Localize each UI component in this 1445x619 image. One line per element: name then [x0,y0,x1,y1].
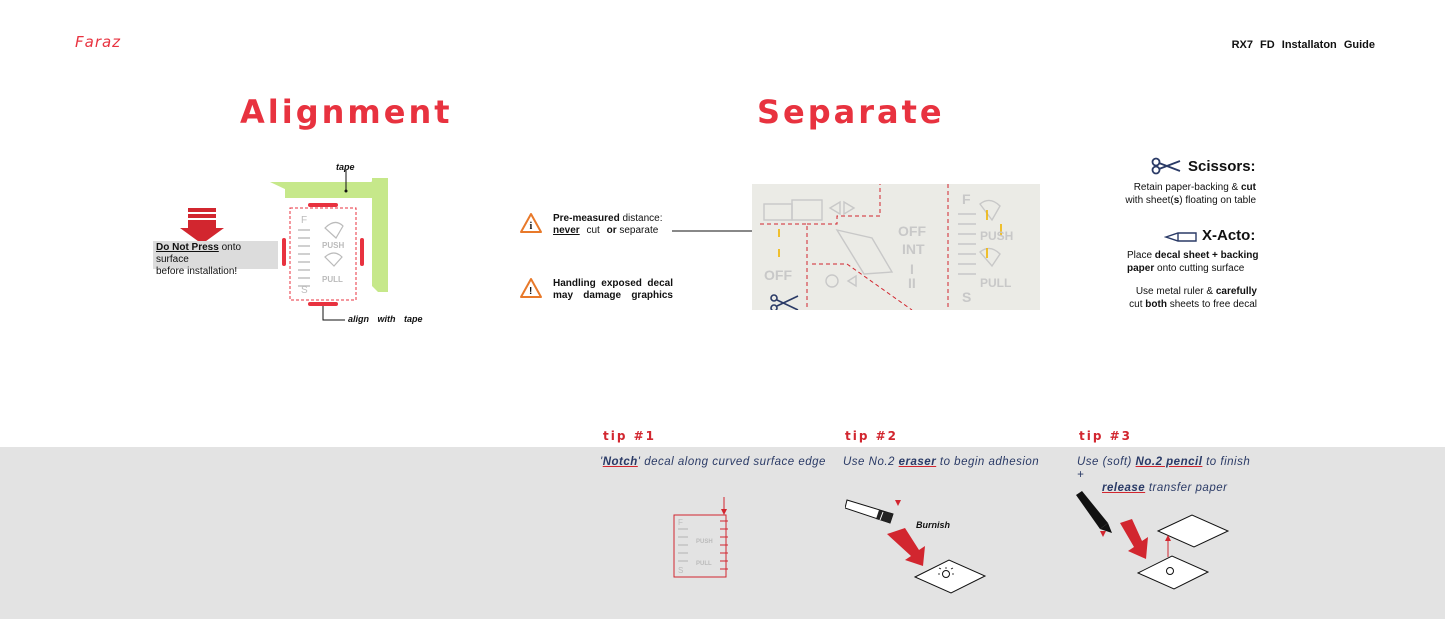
eraser-icon [845,500,893,523]
xacto-text-1 [1127,249,1267,275]
decal-f-label: F [301,215,308,226]
warning-icon [519,277,543,299]
tip1-title: tip #1 [603,429,657,443]
scissors-line1: Retain paper-backing & [1133,182,1241,193]
xacto-both: both [1145,299,1167,310]
tip1-decal-diagram [668,495,738,580]
decal-int: INT [902,241,925,257]
scissors-text [1100,181,1256,207]
tip2-post: to begin adhesion [936,456,1040,468]
scissors-line2c: ) floating on table [1179,195,1256,206]
scissors-heading: Scissors: [1188,158,1256,175]
tape-label: tape [336,162,355,172]
xacto-text-2 [1100,285,1257,311]
svg-text:S: S [678,566,684,575]
tip1-highlight: Notch [602,456,638,468]
tip3-post: to finish + [1077,456,1251,481]
xacto-heading: X-Acto: [1202,227,1256,244]
decal-off-right: OFF [898,223,926,239]
note1-separate: separate [616,225,659,236]
tip3-release: release [1102,482,1146,494]
document-title: RX7 FD Installaton Guide [1231,39,1375,51]
xacto-place: Place [1127,250,1155,261]
note-pre-measured [553,213,663,237]
scissors-icon [771,295,798,310]
xacto-sheets: sheets to free decal [1166,299,1257,310]
tip3-diagram [1070,485,1240,600]
note1-or: or [606,225,617,236]
brand-logo: Faraz [75,33,122,51]
xacto-decal-sheet: decal sheet + backing [1154,250,1259,261]
svg-text:PULL: PULL [696,561,712,567]
note1-never: never [553,225,580,236]
svg-text:S: S [301,285,308,296]
warning-line2: before installation! [156,266,238,277]
svg-text:PUSH: PUSH [322,241,345,250]
note1-rest: distance: [619,213,663,224]
decal-sheet [752,184,1040,310]
tip2-title: tip #2 [845,429,899,443]
pencil-icon [1076,491,1112,533]
note2-line1: Handling exposed decal [553,278,673,289]
decal-f: F [962,191,971,207]
red-arrow-icon [887,528,925,566]
scissors-cut: cut [1241,182,1256,193]
xacto-cut: cut [1129,299,1146,310]
svg-text:F: F [678,518,683,527]
svg-text:PULL: PULL [322,275,343,284]
tip1-pre: ' [600,456,603,468]
scissors-icon [1150,157,1182,175]
burnish-label: Burnish [916,520,951,530]
note1-bold: Pre-measured [553,213,620,224]
tip1-text [600,456,826,468]
note1-cut: cut [579,225,607,236]
down-arrow-icon [180,208,224,244]
xacto-knife-icon [1164,231,1198,243]
warning-icon [519,212,543,234]
align-label: align with tape [348,314,423,324]
scissors-line2a: with sheet( [1125,195,1174,206]
tape-vertical [372,178,388,292]
note-handling [553,278,673,302]
scissors-line2b: s [1173,195,1180,206]
decal-pull: PULL [980,276,1012,290]
decal-off-left: OFF [764,267,792,283]
xacto-onto: onto cutting surface [1154,263,1245,274]
tip2-diagram [845,490,995,600]
decal-ii: II [908,275,916,291]
alignment-title: Alignment [240,93,453,131]
separate-title: Separate [757,93,945,131]
tip3-title: tip #3 [1079,429,1133,443]
warning-rest-text: onto surface [156,242,242,265]
decal-s: S [962,289,972,305]
xacto-paper: paper [1127,263,1155,274]
do-not-press-warning [153,241,278,277]
tip2-text [843,456,1039,468]
tip3-pre: Use (soft) [1077,456,1136,468]
tip1-post: ' decal along curved surface edge [637,456,826,468]
decal-push: PUSH [980,229,1014,243]
red-arrow-icon [1120,519,1148,559]
tip3-post2: transfer paper [1145,482,1228,494]
svg-text:!: ! [529,286,533,297]
note2-line2: may damage graphics [553,290,673,301]
tip2-highlight: eraser [898,456,937,468]
xacto-use: Use metal ruler & [1135,286,1216,297]
tape-horizontal [285,182,385,198]
tip3-highlight: No.2 pencil [1135,456,1203,468]
decal-i: I [910,261,914,277]
xacto-carefully: carefully [1215,286,1257,297]
warning-bold-text: Do Not Press [156,242,219,253]
svg-text:PUSH: PUSH [696,539,713,545]
svg-text:i: i [529,221,533,232]
tip2-pre: Use No.2 [843,456,899,468]
